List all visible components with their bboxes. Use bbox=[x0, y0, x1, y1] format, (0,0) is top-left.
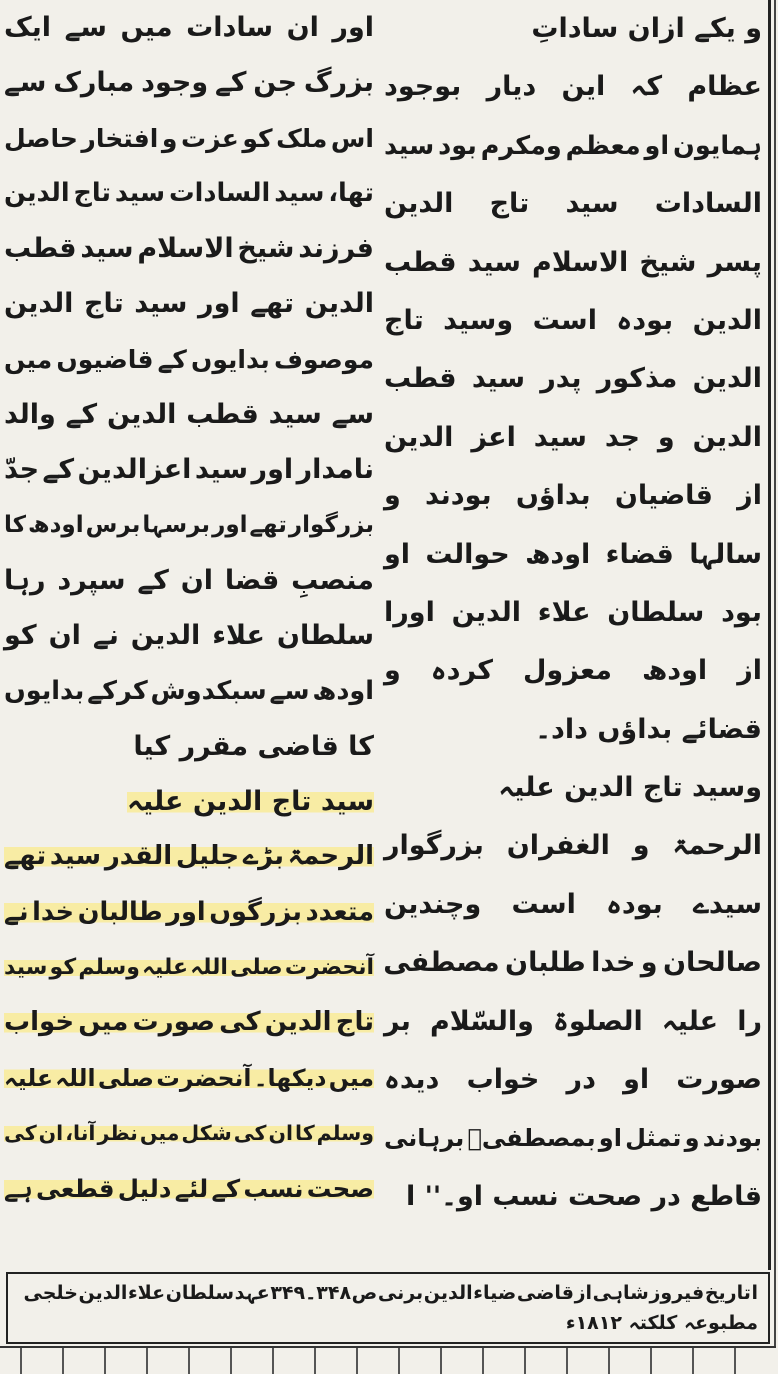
highlighted-text: سید تاج الدین علیہ bbox=[127, 786, 374, 818]
text-line: ہمایون او معظم ومکرم بود سید bbox=[384, 130, 762, 161]
highlighted-text: صحت نسب کے لئے دلیل قطعی ہے bbox=[4, 1174, 374, 1204]
text-line: الدین تھے اور سید تاج الدین bbox=[4, 288, 374, 320]
text-line: از قاضیان بداؤں بودند و bbox=[384, 480, 762, 512]
footnote-line-1: ا تاریخ فیروز شاہی از قاضی ضیاء الدین برنی ص ۳۴۸۔۳۴۹ عہد سلطان علاء الدین خلجی bbox=[23, 1282, 758, 1304]
text-line: بزرگوار تھے اور برسہا برس اودھ کا bbox=[4, 511, 374, 538]
text-line: سلطان علاء الدین نے ان کو bbox=[4, 620, 374, 652]
text-line: تھا، سید السادات سید تاج الدین bbox=[4, 177, 374, 208]
text-line bbox=[4, 1051, 374, 1106]
decorative-border bbox=[0, 1346, 776, 1374]
text-line: بزرگ جن کے وجود مبارک سے bbox=[4, 67, 374, 99]
text-line: الدین بودہ است وسید تاج bbox=[384, 304, 762, 336]
highlighted-text: تاج الدین کی صورت میں خواب bbox=[4, 1007, 374, 1038]
text-line: پسر شیخ الاسلام سید قطب bbox=[384, 246, 762, 278]
text-line: قاطع در صحت نسب او۔'' ا bbox=[405, 1180, 762, 1212]
text-line bbox=[4, 995, 374, 1050]
text-line: وسید تاج الدین علیہ bbox=[498, 772, 762, 804]
page-border bbox=[774, 0, 776, 1374]
text-line bbox=[4, 940, 374, 995]
text-line: بودند و تمثل او بمصطفیؐ برہانی bbox=[384, 1124, 762, 1153]
text-line bbox=[4, 885, 374, 940]
text-line: منصبِ قضا ان کے سپرد رہا bbox=[4, 564, 374, 596]
text-line: اور ان سادات میں سے ایک bbox=[4, 12, 374, 43]
text-line: اودھ سے سبکدوش کرکے بدایوں bbox=[3, 675, 374, 706]
text-line: کا قاضی مقرر کیا bbox=[133, 730, 374, 762]
text-line: الدین مذکور پدر سید قطب bbox=[384, 363, 762, 395]
text-line: الرحمۃ و الغفران بزرگوار bbox=[384, 830, 762, 862]
highlighted-text: آنحضرت صلی اللہ علیہ وسلم کو سید bbox=[4, 955, 374, 981]
text-line: الدین و جد سید اعز الدین bbox=[384, 421, 762, 453]
text-line: از اودھ معزول کردہ و bbox=[384, 655, 762, 687]
text-line bbox=[4, 1106, 374, 1161]
text-line bbox=[4, 829, 374, 884]
text-line: سے سید قطب الدین کے والد bbox=[4, 399, 374, 431]
text-line: فرزند شیخ الاسلام سید قطب bbox=[4, 233, 374, 265]
text-line: موصوف بدایوں کے قاضیوں میں bbox=[4, 344, 374, 374]
text-line: و یکے ازان ساداتِ bbox=[531, 13, 762, 44]
text-line: السادات سید تاج الدین bbox=[384, 188, 762, 220]
persian-text-column bbox=[384, 0, 762, 1226]
text-line: را علیہ الصلوۃ والسّلام بر bbox=[384, 1005, 762, 1037]
highlighted-text: میں دیکھا۔ آنحضرت صلی اللہ علیہ bbox=[4, 1063, 374, 1092]
text-line: سالہا قضاء اودھ حوالت او bbox=[384, 538, 762, 570]
column-border bbox=[768, 0, 771, 1270]
text-line bbox=[4, 1161, 374, 1216]
text-line: صورت او در خواب دیدہ bbox=[384, 1064, 762, 1096]
highlighted-text: وسلم کا ان کی شکل میں نظر آنا، ان کی bbox=[4, 1120, 374, 1145]
text-line bbox=[4, 774, 374, 829]
text-line: عظام کہ این دیار بوجود bbox=[384, 71, 762, 103]
text-line: سیدے بودہ است وچندین bbox=[384, 888, 762, 920]
urdu-translation-column bbox=[4, 0, 374, 1217]
text-line: صالحان و خدا طلبان مصطفی bbox=[383, 947, 762, 979]
text-line: اس ملک کو عزت و افتخار حاصل bbox=[4, 123, 374, 153]
highlighted-text: الرحمۃ بڑے جلیل القدر سید تھے bbox=[4, 841, 374, 872]
text-line: قضائے بداؤں داد۔ bbox=[535, 713, 762, 745]
text-line: بود سلطان علاء الدین اورا bbox=[384, 596, 762, 628]
text-line: نامدار اور سید اعزالدین کے جدّ bbox=[4, 454, 374, 486]
footnote-box bbox=[6, 1272, 770, 1344]
footnote-line-2: مطبوعہ کلکتہ ۱۸۱۲ء bbox=[565, 1312, 758, 1334]
highlighted-text: متعدد بزرگوں اور طالبان خدا نے bbox=[4, 896, 374, 927]
